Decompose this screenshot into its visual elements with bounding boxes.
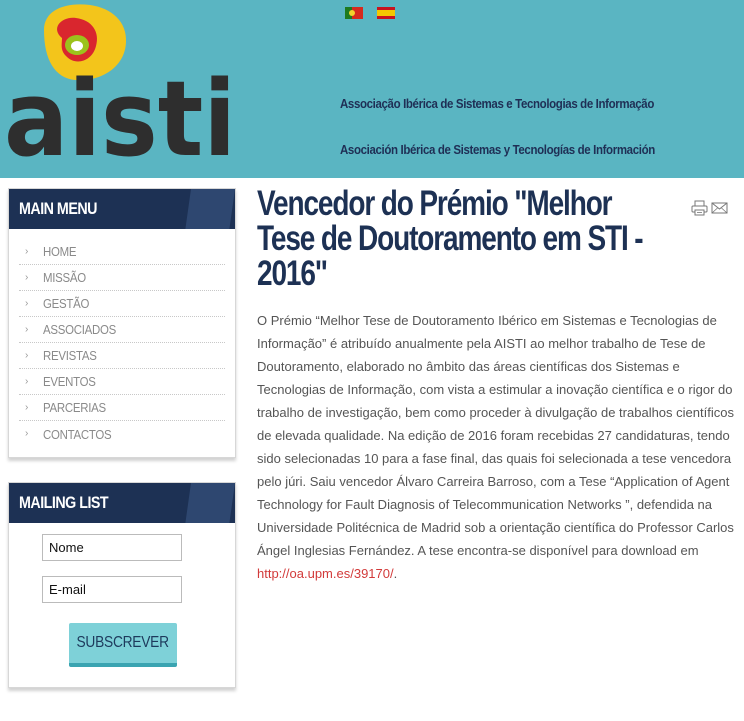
site-header xyxy=(0,0,744,178)
main-menu-list xyxy=(9,229,235,447)
print-icon[interactable] xyxy=(691,200,708,216)
menu-item-missao[interactable] xyxy=(19,265,225,291)
main-menu-header xyxy=(9,189,235,229)
menu-item-eventos[interactable] xyxy=(19,369,225,395)
org-name-pt: Associação Ibérica de Sistemas e Tecnologias de Informação xyxy=(340,97,654,111)
email-input[interactable] xyxy=(42,576,182,603)
mailing-list-title: MAILING LIST xyxy=(19,493,109,512)
menu-item-revistas[interactable] xyxy=(19,343,225,369)
article-body-end: . xyxy=(393,566,398,581)
chevron-right-icon: › xyxy=(25,245,29,257)
menu-item-label: MISSÃO xyxy=(43,270,86,285)
mailing-list-box xyxy=(8,482,236,688)
menu-item-label: CONTACTOS xyxy=(43,426,112,442)
article-title-line: 2016" xyxy=(257,254,327,293)
menu-item-gestao[interactable] xyxy=(19,291,225,317)
spain-flag-icon[interactable] xyxy=(377,7,395,19)
menu-item-label: REVISTAS xyxy=(43,348,97,363)
chevron-right-icon: › xyxy=(25,297,29,309)
mailing-list-header xyxy=(9,483,235,523)
menu-item-label: EVENTOS xyxy=(43,374,96,389)
org-name-es: Asociación Ibérica de Sistemas y Tecnologías de Información xyxy=(340,143,655,157)
subscribe-button-label: SUBSCREVER xyxy=(76,634,170,651)
aisti-logo[interactable] xyxy=(0,0,240,165)
chevron-right-icon: › xyxy=(25,349,29,361)
language-switcher xyxy=(345,7,395,19)
chevron-right-icon: › xyxy=(25,323,29,335)
download-link[interactable]: http://oa.upm.es/39170/ xyxy=(257,566,394,581)
main-menu-title: MAIN MENU xyxy=(19,199,97,218)
menu-item-parcerias[interactable] xyxy=(19,395,225,421)
chevron-right-icon: › xyxy=(25,375,29,387)
menu-item-label: HOME xyxy=(43,244,77,259)
article-title-line: Tese de Doutoramento em STI - xyxy=(257,219,643,258)
menu-item-label: PARCERIAS xyxy=(43,400,106,415)
article-body-text: O Prémio “Melhor Tese de Doutoramento Ibérico em Sistemas e Tecnologias de Informação” é atribuído anualmente pela AISTI ao melhor trabalho de Tese de Doutoramento, elaborado no âmbito das áreas científicas dos Sistemas e Tecnologias de Informação, com vista a estimular a inovação científica e o rigor do trabalho de investigação, bem como proceder à divulgação de trabalhos científicos de elevada qualidade. Na edição de 2016 foram recebidas 27 candidaturas, tendo sido selecionadas 10 para a fase final, das quais foi selecionada a tese vencedora pelo júri. Saiu vencedor Álvaro Carreira Barroso, com a Tese “Application of Agent Technology for Fault Diagnosis of Telecommunication Networks ”, defendida na Universidade Politécnica de Madrid sob a orientação científica do Professor Carlos Ángel Inglesias Fernández. A tese encontra-se disponível para download em xyxy=(257,313,734,558)
name-input[interactable] xyxy=(42,534,182,561)
menu-item-label: GESTÃO xyxy=(43,296,90,311)
subscribe-button[interactable] xyxy=(69,623,177,667)
article-title-line: Vencedor do Prémio "Melhor xyxy=(257,184,612,223)
chevron-right-icon: › xyxy=(25,401,29,413)
article-title xyxy=(257,184,643,293)
menu-item-label: ASSOCIADOS xyxy=(43,322,117,337)
chevron-right-icon: › xyxy=(25,271,29,283)
logo-text: aisti xyxy=(4,58,236,165)
main-menu-box xyxy=(8,188,236,458)
menu-item-associados[interactable] xyxy=(19,317,225,343)
article-body xyxy=(257,309,737,585)
chevron-right-icon: › xyxy=(25,428,29,439)
menu-item-contactos[interactable] xyxy=(19,421,225,447)
email-icon[interactable] xyxy=(711,200,728,216)
menu-item-home[interactable] xyxy=(19,239,225,265)
portugal-flag-icon[interactable] xyxy=(345,7,363,19)
